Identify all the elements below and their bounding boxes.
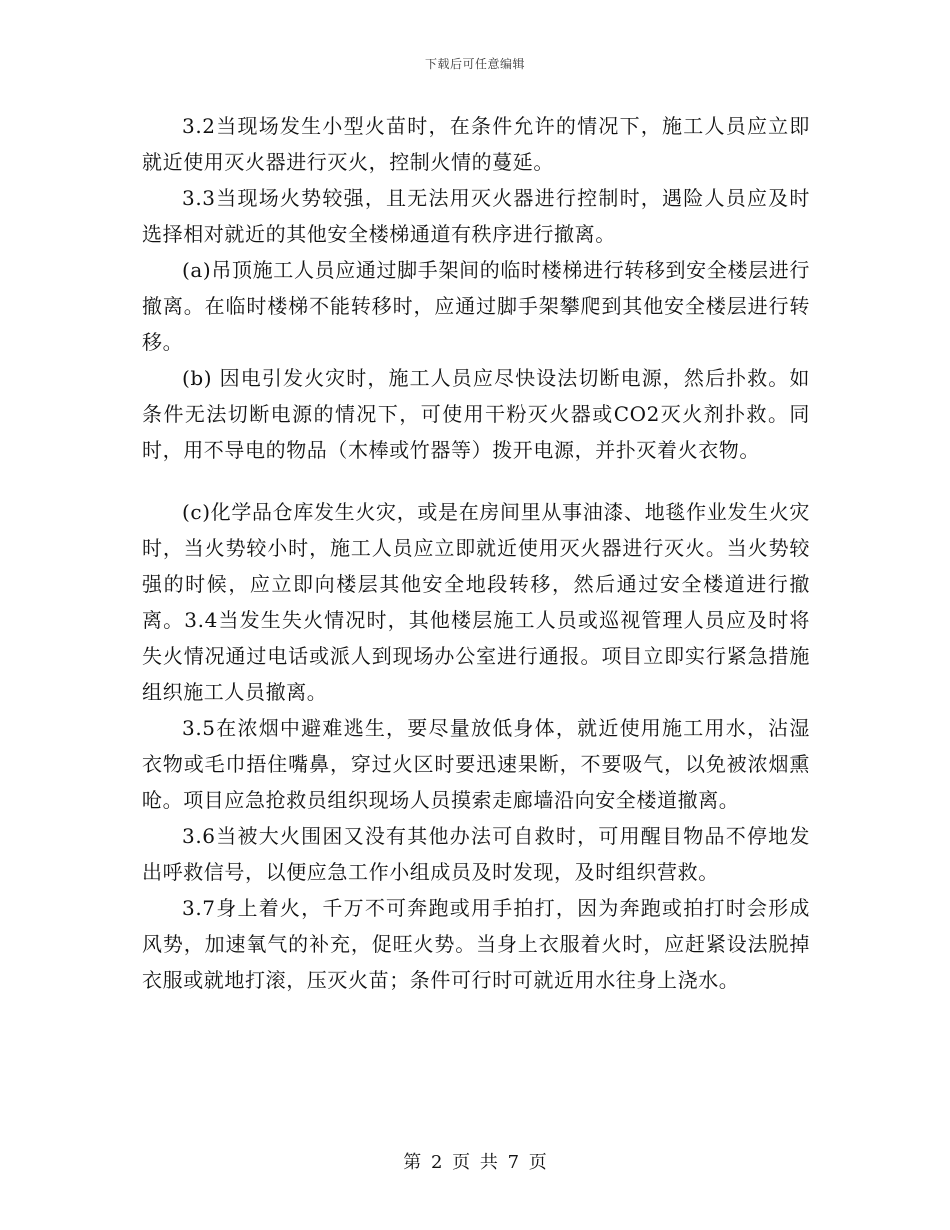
document-body — [142, 108, 810, 998]
paragraph-b: (b) 因电引发火灾时，施工人员应尽快设法切断电源，然后扑救。如条件无法切断电源的情况下，可使用干粉灭火器或CO2灭火剂扑救。同时，用不导电的物品（木棒或竹器等）拨开电源，并扑灭着火衣物。 — [142, 366, 810, 462]
paragraph-a: (a)吊顶施工人员应通过脚手架间的临时楼梯进行转移到安全楼层进行撤离。在临时楼梯不能转移时，应通过脚手架攀爬到其他安全楼层进行转移。 — [142, 258, 810, 354]
paragraph-3-3: 3.3当现场火势较强，且无法用灭火器进行控制时，遇险人员应及时选择相对就近的其他安全楼梯通道有秩序进行撤离。 — [142, 186, 810, 246]
page-footer: 第 2 页 共 7 页 — [403, 1152, 547, 1173]
page-header: 下载后可任意编辑 — [424, 57, 525, 71]
paragraph-3-7: 3.7身上着火，千万不可奔跑或用手拍打，因为奔跑或拍打时会形成风势，加速氧气的补充，促旺火势。当身上衣服着火时，应赶紧设法脱掉衣服或就地打滚，压灭火苗；条件可行时可就近用水往身上浇水。 — [142, 896, 810, 992]
paragraph-3-6: 3.6当被大火围困又没有其他办法可自救时，可用醒目物品不停地发出呼救信号，以便应急工作小组成员及时发现，及时组织营救。 — [142, 824, 810, 884]
paragraph-3-5: 3.5在浓烟中避难逃生，要尽量放低身体，就近使用施工用水，沾湿衣物或毛巾捂住嘴鼻，穿过火区时要迅速果断，不要吸气，以免被浓烟熏呛。项目应急抢救员组织现场人员摸索走廊墙沿向安全楼道撤离。 — [142, 716, 810, 812]
paragraph-3-2: 3.2当现场发生小型火苗时，在条件允许的情况下，施工人员应立即就近使用灭火器进行灭火，控制火情的蔓延。 — [142, 114, 810, 174]
paragraph-c: (c)化学品仓库发生火灾，或是在房间里从事油漆、地毯作业发生火灾时，当火势较小时，施工人员应立即就近使用灭火器进行灭火。当火势较强的时候，应立即向楼层其他安全地段转移，然后通过安全楼道进行撤离。3.4当发生失火情况时，其他楼层施工人员或巡视管理人员应及时将失火情况通过电话或派人到现场办公室进行通报。项目立即实行紧急措施组织施工人员撤离。 — [142, 500, 810, 704]
